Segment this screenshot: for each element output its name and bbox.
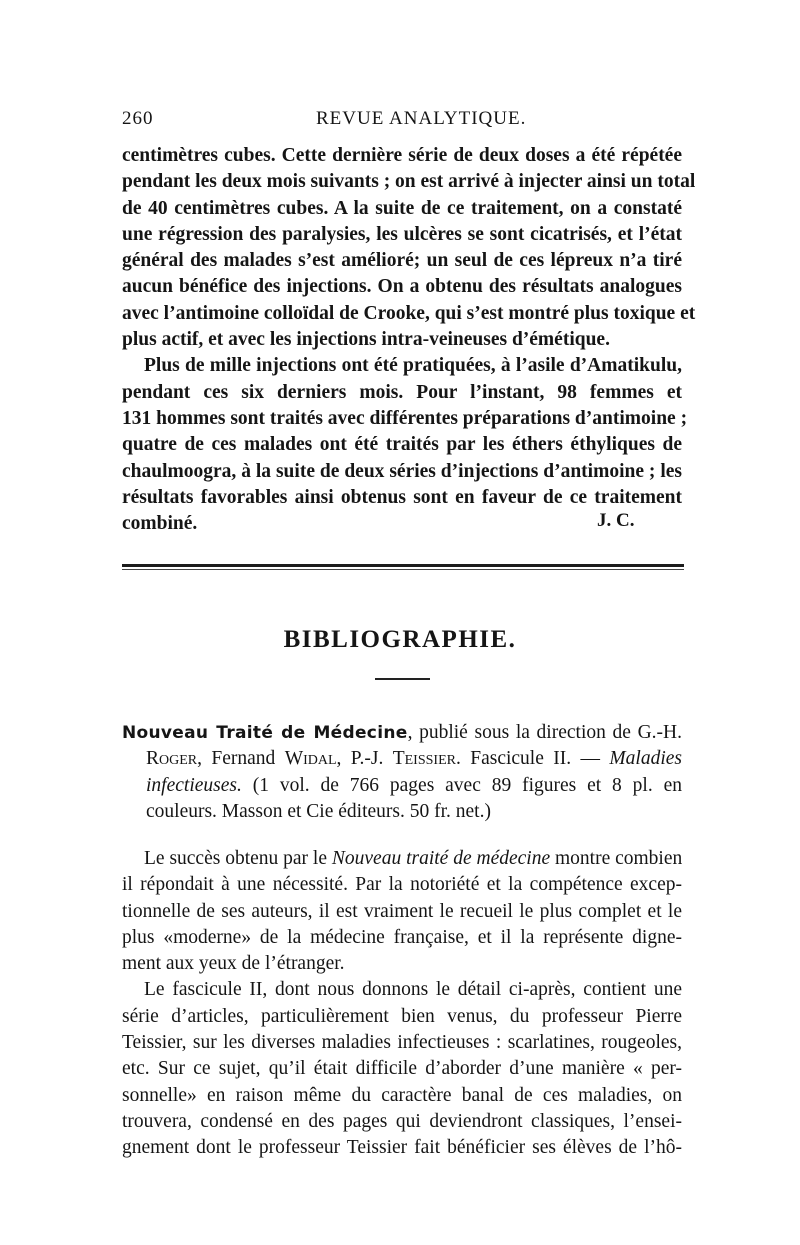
section-divider-thin [122, 569, 684, 570]
text-line: plus actif, et avec les injections intra-veineuses d’émétique. [122, 329, 610, 351]
title-underline [375, 678, 430, 680]
text-line: pendant ces six derniers mois. Pour l’instant, 98 femmes et [122, 381, 682, 403]
text-line: Le fascicule II, dont nous donnons le détail ci-après, contient une [144, 979, 682, 1001]
running-title: REVUE ANALYTIQUE. [316, 108, 527, 129]
book-entry [122, 720, 682, 825]
section-title: BIBLIOGRAPHIE. [283, 626, 517, 653]
page-number: 260 [122, 108, 154, 129]
text-line: 131 hommes sont traités avec différentes préparations d’antimoine ; [122, 407, 688, 429]
book-entry-line-1: Nouveau Traité de Médecine, publié sous la direction de G.-H. [122, 722, 682, 743]
text-line: avec l’antimoine colloïdal de Crooke, qui s’est montré plus toxique et [122, 302, 696, 324]
text-line: pendant les deux mois suivants ; on est arrivé à injecter ainsi un total [122, 171, 696, 193]
section-divider-thick [122, 564, 684, 567]
text-line: centimètres cubes. Cette dernière série de deux doses a été répétée [122, 145, 682, 166]
text-line: chaulmoogra, à la suite de deux séries d’injections d’antimoine ; les [122, 460, 682, 482]
book-entry-line-4: couleurs. Masson et Cie éditeurs. 50 fr. net.) [146, 800, 491, 822]
text-line: une régression des paralysies, les ulcères se sont cicatrisés, et l’état [122, 223, 682, 245]
text-line: trouvera, condensé en des pages qui deviendront classiques, l’ensei- [122, 1110, 682, 1132]
author-signature: J. C. [597, 510, 635, 531]
text-line: Plus de mille injections ont été pratiquées, à l’asile d’Amatikulu, [144, 355, 682, 377]
text-line: série d’articles, particulièrement bien venus, du professeur Pierre [122, 1005, 682, 1027]
book-entry-line-2: Roger, Fernand Widal, P.-J. Teissier. Fascicule II. — Maladies [146, 748, 682, 770]
text-line: Le succès obtenu par le Nouveau traité de médecine montre combien [144, 848, 683, 869]
text-line: gnement dont le professeur Teissier fait bénéficier ses élèves de l’hô- [122, 1137, 682, 1159]
text-line: de 40 centimètres cubes. A la suite de ce traitement, on a constaté [122, 197, 682, 219]
author-name: Teissier [392, 748, 456, 770]
text-line: sonnelle» en raison même du caractère banal de ces maladies, on [122, 1084, 682, 1106]
text-line: tionnelle de ses auteurs, il est vraiment le recueil le plus complet et le [122, 900, 682, 922]
text-line: combiné. [122, 513, 198, 535]
text-line: etc. Sur ce sujet, qu’il était difficile d’aborder d’une manière « per- [122, 1058, 682, 1080]
page-header [122, 108, 682, 138]
review-text [122, 846, 682, 1162]
book-entry-line-3: infectieuses. (1 vol. de 766 pages avec 89 figures et 8 pl. en [146, 774, 682, 796]
text-line: résultats favorables ainsi obtenus sont en faveur de ce traitement [122, 486, 682, 508]
author-name: Roger [146, 748, 198, 770]
text-line: plus «moderne» de la médecine française, et il la représente digne- [122, 926, 682, 948]
text-line: ment aux yeux de l’étranger. [122, 953, 345, 975]
text-line: Teissier, sur les diverses maladies infectieuses : scarlatines, rougeoles, [122, 1032, 682, 1054]
text-line: aucun bénéfice des injections. On a obtenu des résultats analogues [122, 276, 682, 298]
book-title: Nouveau Traité de Médecine [122, 723, 408, 743]
text-line: quatre de ces malades ont été traités par les éthers éthyliques de [122, 434, 682, 456]
text-line: il répondait à une nécessité. Par la notoriété et la compétence excep- [122, 874, 682, 896]
text-line: général des malades s’est amélioré; un seul de ces lépreux n’a tiré [122, 250, 682, 272]
top-text-block [122, 143, 696, 537]
author-name: Widal [284, 748, 337, 770]
